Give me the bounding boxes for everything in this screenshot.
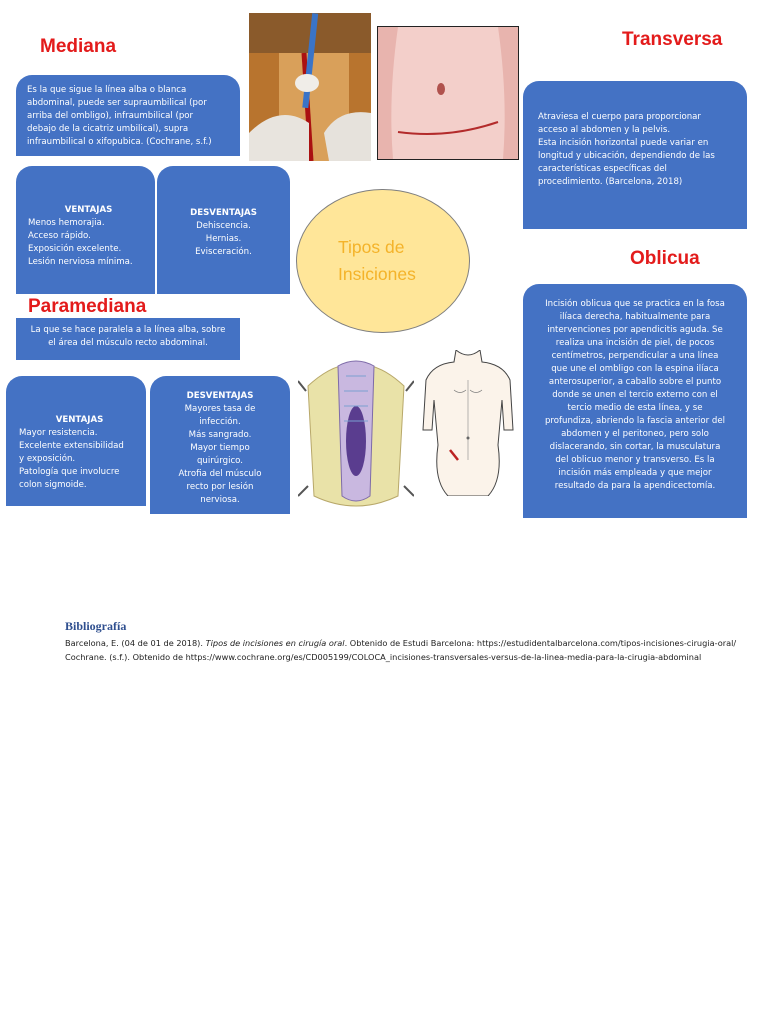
oblicua-line: realiza una incisión de piel, de pocos: [555, 338, 715, 348]
ventaja-item: Patología que involucre: [19, 467, 120, 477]
transverse-incision-photo: [377, 26, 519, 160]
ventaja-item: Acceso rápido.: [28, 231, 91, 241]
oblicua-line: centímetros, perpendicular a una línea: [551, 351, 719, 361]
transversa-line: longitud y ubicación, dependiendo de las: [538, 151, 715, 161]
ventaja-item: Exposición excelente.: [28, 244, 122, 254]
mediana-ventajas-box: [16, 166, 155, 294]
median-incision-photo: [249, 13, 371, 161]
transversa-line: características específicas del: [538, 164, 667, 174]
desventajas-title: DESVENTAJAS: [190, 208, 257, 218]
reference-title: Tipos de incisiones en cirugía oral: [205, 638, 345, 648]
desventaja-item: quirúrgico.: [196, 456, 244, 466]
oblicua-line: ilíaca derecha, habitualmente para: [559, 312, 711, 322]
desventaja-item: Dehiscencia.: [196, 221, 251, 231]
transversa-description: [523, 81, 747, 229]
oblicua-line: Incisión oblicua que se practica en la fosa: [545, 299, 725, 309]
ventaja-item: colon sigmoide.: [19, 480, 87, 490]
oblicua-line: incisión más empleada y que mejor: [558, 468, 712, 478]
desventaja-item: Hernias.: [205, 234, 242, 244]
mediana-line: infraumbilical o xifopubica. (Cochrane, s.f.): [27, 137, 212, 147]
oblicua-line: donde se unen el tercio externo con el: [552, 390, 718, 400]
desventajas-title: DESVENTAJAS: [186, 391, 254, 401]
paramediana-line: La que se hace paralela a la línea alba, sobre: [30, 325, 226, 335]
oblicua-line: resultado da para la apendicectomía.: [554, 481, 716, 491]
desventaja-item: Mayor tiempo: [190, 443, 250, 453]
mediana-line: debajo de la cicatriz umbilical), supra: [27, 124, 189, 134]
transversa-line: acceso al abdomen y la pelvis.: [538, 125, 671, 135]
center-title-line: Tipos de: [338, 237, 405, 257]
heading-transversa: Transversa: [622, 29, 723, 50]
center-title-line: Insiciones: [338, 264, 416, 284]
mediana-line: abdominal, puede ser supraumbilical (por: [27, 98, 207, 108]
reference-text: Barcelona, E. (04 de 01 de 2018).: [65, 638, 206, 648]
paramediana-ventajas-box: [6, 376, 146, 506]
mediana-desventajas-box: [157, 166, 290, 294]
reference-source: . Obtenido de Estudi Barcelona: https://estudidentalbarcelona.com/tipos-incisiones-cirugia-oral/: [344, 638, 737, 648]
ventaja-item: y exposición.: [19, 454, 76, 464]
oblicua-line: que une el ombligo con la espina ilíaca: [551, 364, 719, 374]
oblique-incision-illustration: [418, 350, 518, 496]
transversa-line: Esta incisión horizontal puede variar en: [538, 138, 709, 148]
ventaja-item: Mayor resistencia.: [19, 428, 98, 438]
desventaja-item: recto por lesión: [186, 482, 254, 492]
oblicua-line: abdomen y el peritoneo, pero solo: [561, 429, 709, 439]
center-title: [338, 234, 448, 288]
heading-mediana: Mediana: [40, 36, 117, 57]
oblicua-line: anterosuperior, a caballo sobre el punto: [548, 377, 722, 387]
paramediana-line: el área del músculo recto abdominal.: [48, 338, 208, 348]
reference-item: [65, 651, 745, 663]
bibliography-title: Bibliografía: [65, 619, 127, 633]
oblicua-description: [523, 284, 747, 518]
ventajas-title: VENTAJAS: [55, 415, 104, 425]
mediana-description: [16, 75, 240, 156]
mediana-line: Es la que sigue la línea alba o blanca: [27, 85, 187, 95]
desventaja-item: infección.: [199, 417, 241, 427]
reference-text: Cochrane. (s.f.). Obtenido de https://www.cochrane.org/es/CD005199/COLOCA_incisiones-transversales-versus-de-la-linea-media-para-la-cirugia-abdominal: [65, 652, 702, 662]
oblicua-line: intervenciones por apendicitis aguda. Se: [547, 325, 723, 335]
ventaja-item: Excelente extensibilidad: [19, 441, 124, 451]
paramediana-description: [16, 318, 240, 360]
oblicua-line: dislacerando, sin cortar, la musculatura: [549, 442, 721, 452]
reference-item: [65, 637, 745, 649]
heading-paramediana: Paramediana: [28, 296, 147, 317]
desventaja-item: Evisceración.: [195, 247, 252, 257]
ventajas-title: VENTAJAS: [64, 205, 113, 215]
heading-oblicua: Oblicua: [630, 248, 700, 269]
ventaja-item: Menos hemorajia.: [28, 218, 105, 228]
oblicua-line: profundiza, abriendo la fascia anterior del: [544, 416, 726, 426]
mediana-line: arriba del ombligo), infraumbilical (por: [27, 111, 194, 121]
bibliography: [65, 620, 745, 665]
desventaja-item: nerviosa.: [200, 495, 240, 505]
oblicua-line: tercio medio de esta línea, y se: [567, 403, 703, 413]
paramediana-desventajas-box: [150, 376, 290, 514]
desventaja-item: Atrofia del músculo: [178, 469, 262, 479]
transversa-line: procedimiento. (Barcelona, 2018): [538, 177, 683, 187]
desventaja-item: Más sangrado.: [188, 430, 252, 440]
oblicua-line: del oblicuo menor y transverso. Es la: [555, 455, 715, 465]
desventaja-item: Mayores tasa de: [184, 404, 256, 414]
transversa-line: Atraviesa el cuerpo para proporcionar: [538, 112, 701, 122]
paramedian-incision-illustration: [298, 346, 414, 514]
ventaja-item: Lesión nerviosa mínima.: [28, 257, 133, 267]
